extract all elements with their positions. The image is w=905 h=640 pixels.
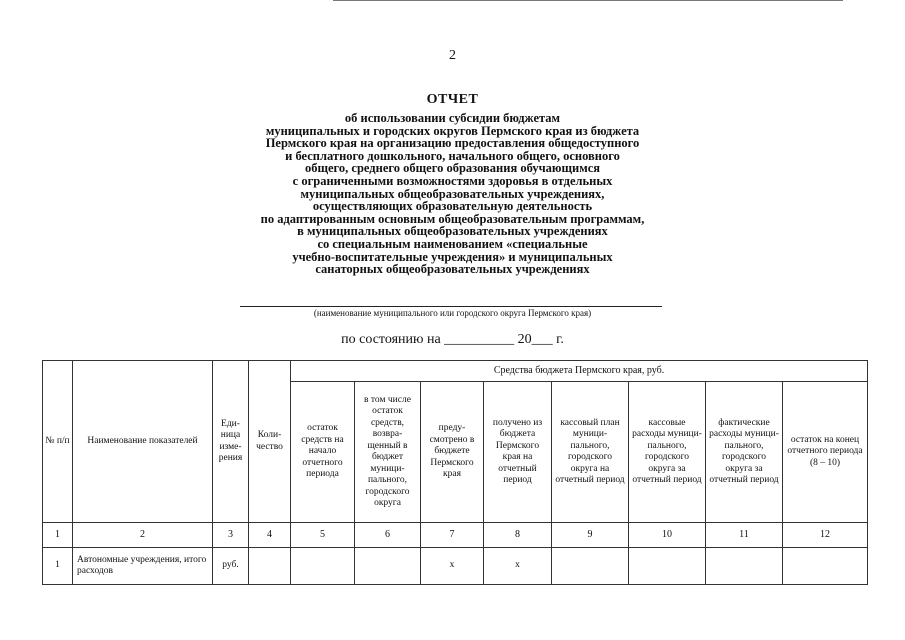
column-number: 7 xyxy=(421,523,484,548)
table-group-header-row xyxy=(43,361,868,382)
municipality-name-line[interactable] xyxy=(240,306,662,307)
report-table xyxy=(42,360,868,585)
header-col10: кассовые расходы муници-пального, городского округа за отчетный период xyxy=(629,382,706,523)
header-col9: кассовый план муници-пального, городского округа на отчетный период xyxy=(552,382,629,523)
row-c9[interactable] xyxy=(552,548,629,585)
header-col6: в том числе остаток средств, возвра-щенный в бюджет муници-пального, городского округа xyxy=(355,382,421,523)
header-col7: преду-смотрено в бюджете Пермского края xyxy=(421,382,484,523)
header-col2: Наименование показателей xyxy=(73,361,213,523)
subtitle-line: санаторных общеобразовательных учреждениях xyxy=(315,262,590,277)
column-number: 4 xyxy=(249,523,291,548)
row-c7: x xyxy=(421,548,484,585)
subtitle-line: и бесплатного дошкольного, начального общего, основного xyxy=(285,148,620,163)
top-rule xyxy=(333,0,843,1)
subtitle-line: муниципальных и городских округов Пермского края из бюджета xyxy=(265,123,640,138)
header-col4: Коли-чество xyxy=(249,361,291,523)
column-number: 11 xyxy=(706,523,783,548)
municipality-name-caption: (наименование муниципального или городского округа Пермского края) xyxy=(313,308,592,318)
subtitle-line: Пермского края на организацию предоставления общедоступного xyxy=(265,136,640,151)
row-c10[interactable] xyxy=(629,548,706,585)
row-indicator-name: Автономные учреждения, итого расходов xyxy=(73,548,213,585)
subtitle-line: муниципальных общеобразовательных учреждениях, xyxy=(300,186,605,201)
header-col11: фактические расходы муници-пального, городского округа за отчетный период xyxy=(706,382,783,523)
column-number: 8 xyxy=(484,523,552,548)
subtitle-line: в муниципальных общеобразовательных учреждениях xyxy=(297,224,608,239)
column-number-row xyxy=(43,523,868,548)
report-subtitle xyxy=(200,112,705,276)
subtitle-line: общего, среднего общего образования обучающимся xyxy=(304,161,601,176)
row-quantity[interactable] xyxy=(249,548,291,585)
column-number: 2 xyxy=(73,523,213,548)
column-number: 6 xyxy=(355,523,421,548)
header-col8: получено из бюджета Пермского края на отчетный период xyxy=(484,382,552,523)
header-group-funds: Средства бюджета Пермского края, руб. xyxy=(291,361,868,382)
subtitle-line: об использовании субсидии бюджетам xyxy=(344,111,561,125)
header-col1: № п/п xyxy=(43,361,73,523)
column-number: 12 xyxy=(783,523,868,548)
subtitle-line: с ограниченными возможностями здоровья в отдельных xyxy=(292,173,613,188)
table-row xyxy=(43,548,868,585)
subtitle-line: со специальным наименованием «специальные xyxy=(317,236,588,251)
subtitle-line: учебно-воспитательные учреждения» и муниципальных xyxy=(292,249,613,264)
page-number: 2 xyxy=(449,48,456,63)
column-number: 3 xyxy=(213,523,249,548)
report-title: ОТЧЕТ xyxy=(426,92,479,107)
column-number: 5 xyxy=(291,523,355,548)
as-of-date: по состоянию на __________ 20___ г. xyxy=(341,332,564,347)
row-number: 1 xyxy=(43,548,73,585)
header-col5: остаток средств на начало отчетного периода xyxy=(291,382,355,523)
column-number: 10 xyxy=(629,523,706,548)
subtitle-line: по адаптированным основным общеобразовательным программам, xyxy=(260,211,645,226)
header-col3: Еди-ница изме-рения xyxy=(213,361,249,523)
subtitle-line: осуществляющих образовательную деятельность xyxy=(312,199,593,214)
row-c8: x xyxy=(484,548,552,585)
row-c11[interactable] xyxy=(706,548,783,585)
column-number: 9 xyxy=(552,523,629,548)
header-col12: остаток на конец отчетного периода (8 – 10) xyxy=(783,382,868,523)
column-number: 1 xyxy=(43,523,73,548)
row-c12[interactable] xyxy=(783,548,868,585)
row-c5[interactable] xyxy=(291,548,355,585)
row-c6[interactable] xyxy=(355,548,421,585)
row-unit: руб. xyxy=(213,548,249,585)
